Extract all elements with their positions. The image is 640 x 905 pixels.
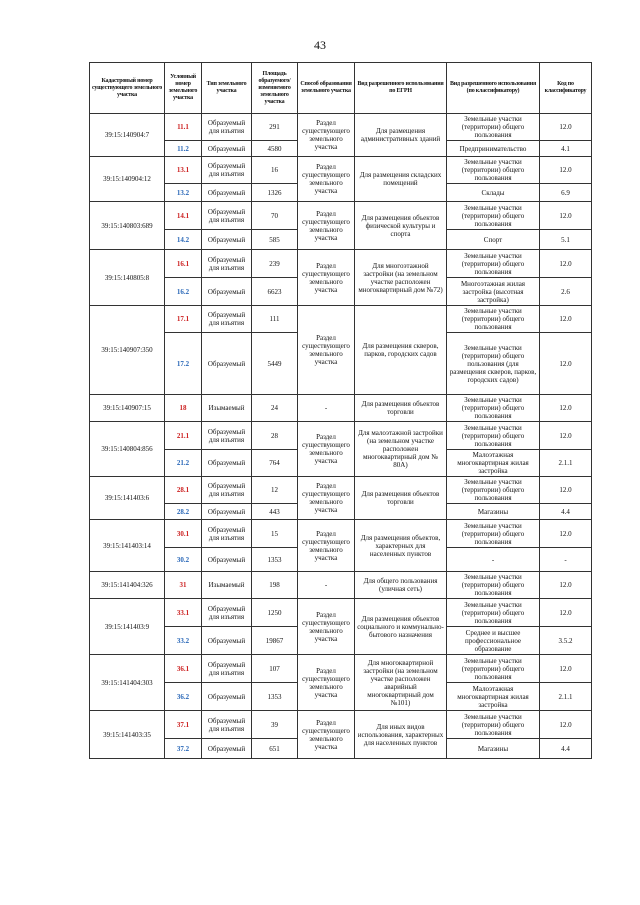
classifier-use: Малоэтажная многоквартирная жилая застройка [447,683,540,711]
plot-area: 5449 [252,333,298,395]
egrn-use: Для размещения скверов, парков, городских садов [355,306,447,395]
plot-area: 1353 [252,548,298,572]
classifier-code: 12.0 [540,572,592,599]
header-formation-method: Способ образования земельного участка [298,63,355,114]
table-row [90,655,592,683]
conditional-number: 28.1 [165,477,202,504]
plot-type: Образуемый для изъятия [202,157,252,184]
classifier-use: Земельные участки (территории) общего пользования [447,250,540,278]
classifier-use: Склады [447,184,540,202]
conditional-number: 17.2 [165,333,202,395]
plot-type: Образуемый для изъятия [202,202,252,230]
plot-area: 6623 [252,278,298,306]
land-plots-table [89,62,592,759]
table-row [90,250,592,278]
classifier-use: Земельные участки (территории) общего пользования [447,572,540,599]
conditional-number: 13.1 [165,157,202,184]
conditional-number: 37.1 [165,711,202,739]
plot-area: 1353 [252,683,298,711]
formation-method: Раздел существующего земельного участка [298,477,355,520]
classifier-code: 12.0 [540,202,592,230]
plot-area: 4580 [252,141,298,157]
conditional-number: 11.2 [165,141,202,157]
conditional-number: 36.1 [165,655,202,683]
cadastral-number: 39:15:141403:6 [90,477,165,520]
classifier-use: Земельные участки (территории) общего пользования [447,599,540,627]
classifier-code: 12.0 [540,599,592,627]
classifier-code: 12.0 [540,114,592,141]
plot-area: 107 [252,655,298,683]
formation-method: Раздел существующего земельного участка [298,655,355,711]
plot-area: 24 [252,395,298,422]
egrn-use: Для иных видов использования, характерных для населенных пунктов [355,711,447,759]
plot-area: 39 [252,711,298,739]
classifier-use: Магазины [447,739,540,759]
plot-area: 19867 [252,627,298,655]
egrn-use: Для размещения объектов торговли [355,395,447,422]
plot-area: 291 [252,114,298,141]
conditional-number: 33.1 [165,599,202,627]
classifier-use: Земельные участки (территории) общего пользования [447,711,540,739]
plot-type: Образуемый для изъятия [202,520,252,548]
header-plot-type: Тип земельного участка [202,63,252,114]
plot-type: Образуемый [202,739,252,759]
egrn-use: Для размещения складских помещений [355,157,447,202]
classifier-code: 12.0 [540,655,592,683]
classifier-code: 12.0 [540,333,592,395]
plot-area: 28 [252,422,298,450]
plot-type: Образуемый [202,683,252,711]
formation-method: Раздел существующего земельного участка [298,250,355,306]
plot-type: Образуемый [202,278,252,306]
plot-area: 651 [252,739,298,759]
cadastral-number: 39:15:141403:35 [90,711,165,759]
formation-method: Раздел существующего земельного участка [298,157,355,202]
plot-type: Образуемый для изъятия [202,655,252,683]
cadastral-number: 39:15:141403:9 [90,599,165,655]
header-area: Площадь образуемого/изменяемого земельного участка [252,63,298,114]
header-egrn-use: Вид разрешенного использования по ЕГРН [355,63,447,114]
egrn-use: Для общего пользования (уличная сеть) [355,572,447,599]
formation-method: Раздел существующего земельного участка [298,520,355,572]
plot-area: 16 [252,157,298,184]
classifier-code: 4.4 [540,739,592,759]
egrn-use: Для размещения административных зданий [355,114,447,157]
table-row [90,306,592,333]
classifier-use: Земельные участки (территории) общего пользования [447,202,540,230]
plot-type: Образуемый для изъятия [202,422,252,450]
classifier-code: 12.0 [540,157,592,184]
classifier-code: 6.9 [540,184,592,202]
classifier-use: Земельные участки (территории) общего пользования [447,477,540,504]
classifier-use: Предпринимательство [447,141,540,157]
classifier-code: 12.0 [540,250,592,278]
conditional-number: 30.1 [165,520,202,548]
conditional-number: 11.1 [165,114,202,141]
plot-area: 443 [252,504,298,520]
classifier-use: Земельные участки (территории) общего пользования (для размещения скверов, парков, городских садов) [447,333,540,395]
egrn-use: Для размещения объектов социального и коммунально-бытового назначения [355,599,447,655]
table-row [90,422,592,450]
plot-type: Образуемый [202,333,252,395]
cadastral-number: 39:15:140803:689 [90,202,165,250]
conditional-number: 36.2 [165,683,202,711]
classifier-use: Спорт [447,230,540,250]
classifier-use: Малоэтажная многоквартирная жилая застройка [447,450,540,477]
page-number: 43 [314,38,326,52]
formation-method: Раздел существующего земельного участка [298,599,355,655]
conditional-number: 14.1 [165,202,202,230]
classifier-use: - [447,548,540,572]
classifier-code: 12.0 [540,711,592,739]
classifier-code: 2.1.1 [540,683,592,711]
classifier-use: Земельные участки (территории) общего пользования [447,422,540,450]
classifier-code: - [540,548,592,572]
plot-type: Образуемый [202,230,252,250]
formation-method: Раздел существующего земельного участка [298,202,355,250]
header-classifier-use: Вид разрешенного использования (по классификатору) [447,63,540,114]
formation-method: Раздел существующего земельного участка [298,306,355,395]
classifier-use: Многоэтажная жилая застройка (высотная застройка) [447,278,540,306]
cadastral-number: 39:15:140904:12 [90,157,165,202]
table-row [90,477,592,504]
classifier-code: 12.0 [540,477,592,504]
plot-type: Образуемый для изъятия [202,711,252,739]
classifier-use: Земельные участки (территории) общего пользования [447,395,540,422]
conditional-number: 17.1 [165,306,202,333]
classifier-use: Земельные участки (территории) общего пользования [447,114,540,141]
formation-method: Раздел существующего земельного участка [298,711,355,759]
classifier-code: 4.1 [540,141,592,157]
egrn-use: Для размещения объектов физической культуры и спорта [355,202,447,250]
conditional-number: 18 [165,395,202,422]
egrn-use: Для малоэтажной застройки (на земельном участке расположен многоквартирный дом № 80А) [355,422,447,477]
plot-type: Изымаемый [202,572,252,599]
plot-area: 15 [252,520,298,548]
classifier-code: 2.6 [540,278,592,306]
plot-type: Образуемый [202,450,252,477]
table-row [90,711,592,739]
plot-type: Образуемый [202,548,252,572]
table-row [90,202,592,230]
conditional-number: 31 [165,572,202,599]
cadastral-number: 39:15:141404:303 [90,655,165,711]
cadastral-number: 39:15:140907:350 [90,306,165,395]
conditional-number: 33.2 [165,627,202,655]
classifier-code: 12.0 [540,422,592,450]
plot-area: 585 [252,230,298,250]
plot-type: Образуемый [202,627,252,655]
plot-area: 1250 [252,599,298,627]
cadastral-number: 39:15:141403:14 [90,520,165,572]
plot-type: Образуемый [202,141,252,157]
cadastral-number: 39:15:140805:8 [90,250,165,306]
plot-type: Образуемый для изъятия [202,599,252,627]
table-row [90,395,592,422]
plot-type: Изымаемый [202,395,252,422]
cadastral-number: 39:15:140904:7 [90,114,165,157]
plot-area: 239 [252,250,298,278]
conditional-number: 21.2 [165,450,202,477]
plot-area: 764 [252,450,298,477]
classifier-use: Магазины [447,504,540,520]
table-row [90,572,592,599]
plot-type: Образуемый [202,504,252,520]
plot-area: 111 [252,306,298,333]
table-row [90,114,592,141]
conditional-number: 28.2 [165,504,202,520]
conditional-number: 16.1 [165,250,202,278]
plot-type: Образуемый [202,184,252,202]
conditional-number: 14.2 [165,230,202,250]
classifier-code: 4.4 [540,504,592,520]
conditional-number: 37.2 [165,739,202,759]
formation-method: Раздел существующего земельного участка [298,114,355,157]
egrn-use: Для многоквартирной застройки (на земельном участке расположен аварийный многоквартирный дом №101) [355,655,447,711]
plot-type: Образуемый для изъятия [202,306,252,333]
header-classifier-code: Код по классификатору [540,63,592,114]
plot-area: 198 [252,572,298,599]
egrn-use: Для многоэтажной застройки (на земельном участке расположен многоквартирный дом №72) [355,250,447,306]
classifier-use: Земельные участки (территории) общего пользования [447,520,540,548]
classifier-use: Земельные участки (территории) общего пользования [447,655,540,683]
table-header-row [90,63,592,114]
plot-area: 12 [252,477,298,504]
cadastral-number: 39:15:141404:326 [90,572,165,599]
conditional-number: 16.2 [165,278,202,306]
classifier-code: 12.0 [540,395,592,422]
conditional-number: 21.1 [165,422,202,450]
classifier-code: 3.5.2 [540,627,592,655]
classifier-use: Среднее и высшее профессиональное образование [447,627,540,655]
header-cadastral-number: Кадастровый номер существующего земельного участка [90,63,165,114]
plot-type: Образуемый для изъятия [202,250,252,278]
plot-type: Образуемый для изъятия [202,477,252,504]
conditional-number: 30.2 [165,548,202,572]
classifier-code: 2.1.1 [540,450,592,477]
egrn-use: Для размещения объектов торговли [355,477,447,520]
formation-method: - [298,395,355,422]
table-row [90,157,592,184]
header-conditional-number: Условный номер земельного участка [165,63,202,114]
table-row [90,599,592,627]
table-row [90,520,592,548]
table-body [90,114,592,759]
formation-method: - [298,572,355,599]
classifier-use: Земельные участки (территории) общего пользования [447,306,540,333]
classifier-code: 5.1 [540,230,592,250]
classifier-code: 12.0 [540,306,592,333]
plot-area: 1326 [252,184,298,202]
plot-area: 70 [252,202,298,230]
cadastral-number: 39:15:140907:15 [90,395,165,422]
conditional-number: 13.2 [165,184,202,202]
cadastral-number: 39:15:140804:856 [90,422,165,477]
egrn-use: Для размещения объектов, характерных для населенных пунктов [355,520,447,572]
classifier-code: 12.0 [540,520,592,548]
classifier-use: Земельные участки (территории) общего пользования [447,157,540,184]
formation-method: Раздел существующего земельного участка [298,422,355,477]
plot-type: Образуемый для изъятия [202,114,252,141]
